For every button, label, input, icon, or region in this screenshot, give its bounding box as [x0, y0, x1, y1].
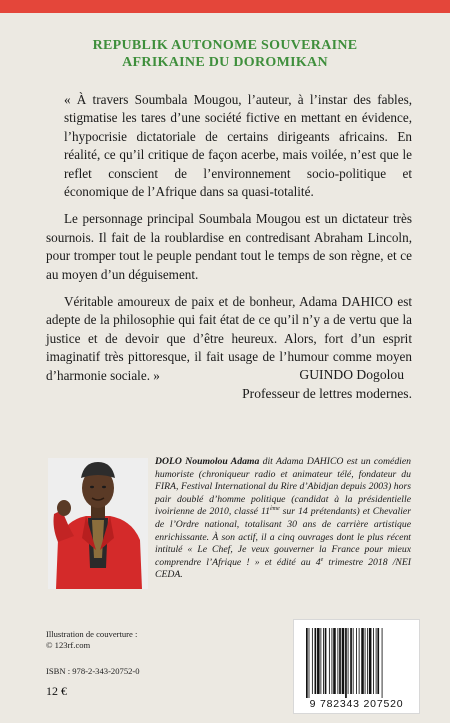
review-paragraph-2: Le personnage principal Soumbala Mougou est un dictateur très sournois. Il fait de la roublardise en contredisant Abraham Lincoln, pour tromper tout le peuple pendant tout le temps de son règne, et ce au moyen d’un déguisement.	[46, 211, 412, 282]
barcode-bar	[329, 628, 330, 694]
bio-text-c: trimestre 2018 /NEI CEDA.	[155, 556, 412, 581]
review-paragraph-3: Véritable amoureux de paix et de bonheur, Adama DAHICO est adepte de la philosophie qui fait état de ce qu’il n’y a de vertu que la justice et de devoir que d’être heureux. Alors, fort d’un esprit imaginatif très pittoresque, il fait usage de l’humour comme moyen d’harmonie sociale. »	[46, 294, 412, 383]
barcode-bar	[361, 628, 364, 694]
barcode-bar	[376, 628, 377, 694]
barcode-digits: 9 782343 207520	[309, 698, 404, 710]
barcode-bar	[350, 628, 352, 694]
signature-role: Professeur de lettres modernes.	[242, 386, 412, 401]
author-photo	[48, 458, 148, 589]
barcode-bar	[348, 628, 349, 694]
barcode-bar	[373, 628, 374, 694]
review-text	[46, 91, 412, 394]
top-red-bar	[0, 0, 450, 13]
barcode-bar	[359, 628, 360, 694]
barcode-bar	[365, 628, 366, 694]
barcode-bar	[337, 628, 338, 694]
bio-text-a: dit Adama DAHICO est un comédien humoriste (chroniqueur radio et animateur télé, fondateur du FIRA, Festival International du Rire d’Abidjan depuis 2003) hors pair doublé d’homme politique (candidat à la présidentielle ivoirienne de 2010, classé 11	[155, 456, 412, 518]
barcode-bar	[312, 628, 313, 694]
barcode-bar	[317, 628, 320, 694]
barcode-bar	[323, 628, 324, 694]
bio-text-b: sur 14 prétendants) et Chevalier de l’Ordre national, totalisant 30 ans de carrière artistique enrichissante. À son actif, il a cinq ouvrages dont le plus récent intitulé « Le Chef, Je veux gouverner la France pour mieux comprendre l’Afrique ! » et édité au 4	[155, 506, 412, 568]
barcode-bar	[309, 628, 310, 698]
barcode-bar	[345, 628, 347, 698]
bio-author-name: DOLO Noumolou Adama	[155, 456, 260, 467]
barcode-bar	[339, 628, 341, 694]
barcode	[293, 619, 420, 714]
barcode-bar	[333, 628, 336, 694]
title-line-2: AFRIKAINE DU DOROMIKAN	[122, 55, 328, 70]
barcode-bar	[377, 628, 379, 694]
review-paragraph-1: « À travers Soumbala Mougou, l’auteur, à l’instar des fables, stigmatise les tares d’une société fictive en mettant en évidence, l’hypocrisie dictatoriale de certains dirigeants africains. En réalité, ce qu’il critique de façon acerbe, mais voilée, n’est que le reflet conscient de l’environnement socio-politique et économique de l’Afrique dans sa quasi-totalité.	[64, 92, 412, 200]
author-bio	[155, 456, 411, 582]
cover-credits	[46, 629, 137, 650]
credits-line-2: © 123rf.com	[46, 639, 91, 650]
barcode-bar	[320, 628, 321, 694]
barcode-bar	[342, 628, 345, 694]
bio-sup-b: e	[320, 556, 324, 563]
credits-line-1: Illustration de couverture :	[46, 629, 138, 639]
title-line-1: REPUBLIK AUTONOME SOUVERAINE	[92, 38, 358, 53]
signature-name: GUINDO Dogolou	[299, 367, 404, 382]
barcode-bar	[369, 628, 372, 694]
price: 12 €	[46, 684, 67, 698]
book-title	[0, 37, 450, 71]
barcode-bar	[315, 628, 317, 694]
barcode-bar	[367, 628, 368, 694]
barcode-bar	[382, 628, 383, 698]
barcode-bar	[356, 628, 357, 694]
barcode-bars	[294, 620, 419, 700]
barcode-bar	[306, 628, 308, 698]
isbn: ISBN : 978-2-343-20752-0	[46, 666, 140, 676]
review-signature	[46, 365, 412, 403]
barcode-bar	[325, 628, 327, 694]
barcode-bar	[332, 628, 333, 694]
barcode-bar	[353, 628, 354, 694]
bio-sup-a: ème	[269, 506, 280, 513]
